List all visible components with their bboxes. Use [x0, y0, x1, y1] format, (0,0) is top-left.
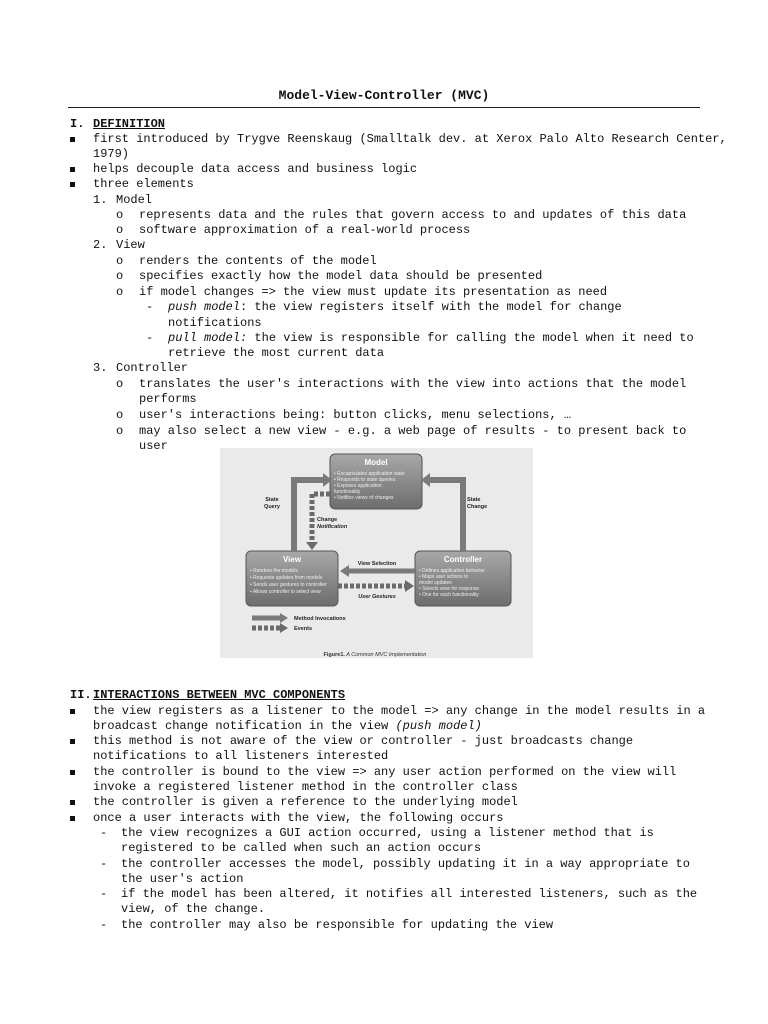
list-item-continuation	[93, 719, 482, 734]
section1-heading: DEFINITION	[93, 117, 166, 131]
circle-bullet-icon: o	[116, 424, 124, 438]
model-box-item: • Exposes application	[334, 483, 382, 489]
square-bullet-icon	[70, 739, 75, 744]
state-change-label: State	[467, 497, 481, 503]
dash-bullet-icon: -	[146, 331, 154, 345]
push-model-note: (push model)	[395, 719, 482, 733]
controller-number: 3.	[93, 361, 108, 375]
list-item: helps decouple data access and business logic	[93, 162, 418, 176]
list-item: user's interactions being: button clicks, menu selections, …	[139, 408, 572, 422]
list-item: software approximation of a real-world process	[139, 223, 471, 237]
model-number: 1.	[93, 193, 108, 207]
view-box-item: • Renders the models	[250, 568, 298, 574]
square-bullet-icon	[70, 182, 75, 187]
list-item: first introduced by Trygve Reenskaug (Smalltalk dev. at Xerox Palo Alto Research Center,	[93, 132, 727, 146]
legend-events	[252, 623, 312, 633]
view-box-item: • Requests updates from models	[250, 575, 323, 581]
controller-box-item: • One for each functionality	[419, 592, 479, 598]
state-change-arrow	[421, 473, 463, 551]
square-bullet-icon	[70, 816, 75, 821]
model-box-item: functionality	[334, 489, 361, 495]
square-bullet-icon	[70, 770, 75, 775]
list-item: the controller is bound to the view => any user action performed on the view will	[93, 765, 677, 779]
state-change-label: Change	[467, 504, 488, 510]
controller-box-item: model updates	[419, 580, 452, 586]
circle-bullet-icon: o	[116, 208, 124, 222]
controller-box	[415, 551, 511, 606]
model-box-title: Model	[364, 458, 388, 467]
mvc-diagram-figure	[220, 448, 533, 658]
change-notification-label: Notification	[317, 524, 348, 530]
figure-caption-number: Figure1.	[323, 652, 345, 658]
pull-model-text: the view is responsible for calling the model when it need to	[247, 331, 694, 345]
section2-heading: INTERACTIONS BETWEEN MVC COMPONENTS	[93, 688, 346, 702]
list-item-continuation: notifications to all listeners interested	[93, 749, 389, 763]
model-box-item: • Responds to state queries	[334, 477, 396, 483]
list-item: specifies exactly how the model data should be presented	[139, 269, 543, 283]
model-box-item: • Encapsulates application state	[334, 471, 405, 477]
circle-bullet-icon: o	[116, 223, 124, 237]
legend-method-invocations	[252, 613, 346, 623]
figure-caption	[324, 652, 427, 658]
view-box	[246, 551, 338, 606]
title-divider	[68, 107, 700, 108]
list-item: the controller is given a reference to the underlying model	[93, 795, 518, 809]
model-box-item: • Notifies views of changes	[334, 495, 394, 501]
state-query-label: Query	[264, 504, 280, 510]
controller-box-item: • Defines application behavior	[419, 568, 485, 574]
section1-number: I.	[70, 117, 85, 131]
dash-bullet-icon: -	[100, 918, 108, 932]
list-item: once a user interacts with the view, the following occurs	[93, 811, 504, 825]
legend-events-label: Events	[294, 626, 313, 632]
circle-bullet-icon: o	[116, 285, 124, 299]
square-bullet-icon	[70, 167, 75, 172]
user-gestures-arrow	[338, 580, 414, 592]
list-item-continuation: registered to be called when such an action occurs	[121, 841, 482, 855]
pull-model-term: pull model:	[168, 331, 248, 345]
circle-bullet-icon: o	[116, 254, 124, 268]
list-item: the view registers as a listener to the model => any change in the model results in a	[93, 704, 706, 718]
list-item: the controller accesses the model, possibly updating it in a way appropriate to	[121, 857, 690, 871]
circle-bullet-icon: o	[116, 377, 124, 391]
dash-bullet-icon: -	[100, 887, 108, 901]
dash-bullet-icon: -	[100, 857, 108, 871]
section2-number: II.	[70, 688, 92, 702]
list-item: if model changes => the view must update its presentation as need	[139, 285, 608, 299]
list-item: if the model has been altered, it notifies all interested listeners, such as the	[121, 887, 698, 901]
list-item-continuation: notifications	[168, 316, 262, 330]
list-item: renders the contents of the model	[139, 254, 377, 268]
list-item-continuation: view, of the change.	[121, 902, 266, 916]
list-item: the view recognizes a GUI action occurred, using a listener method that is	[121, 826, 654, 840]
circle-bullet-icon: o	[116, 269, 124, 283]
view-heading: View	[116, 238, 145, 252]
push-model-term: push model	[168, 300, 241, 314]
view-box-title: View	[282, 555, 302, 564]
list-item-continuation: the user's action	[121, 872, 244, 886]
circle-bullet-icon: o	[116, 408, 124, 422]
square-bullet-icon	[70, 137, 75, 142]
list-item: represents data and the rules that govern access to and updates of this data	[139, 208, 687, 222]
controller-box-title: Controller	[443, 555, 483, 564]
list-item-continuation: retrieve the most current data	[168, 346, 385, 360]
push-model-sentence: broadcast change notification in the view	[93, 719, 396, 733]
list-item	[168, 331, 694, 346]
page-title: Model-View-Controller (MVC)	[278, 88, 490, 103]
list-item-continuation: 1979)	[93, 147, 130, 161]
view-selection-label: View Selection	[357, 561, 397, 567]
controller-box-item: • Maps user actions to	[419, 574, 469, 580]
list-item: this method is not aware of the view or controller - just broadcasts change	[93, 734, 634, 748]
list-item: may also select a new view - e.g. a web page of results - to present back to	[139, 424, 687, 438]
list-item-continuation: invoke a registered listener method in the controller class	[93, 780, 518, 794]
list-item	[168, 300, 622, 315]
dash-bullet-icon: -	[146, 300, 154, 314]
figure-caption-text: A Common MVC Implementation	[344, 652, 427, 658]
model-heading: Model	[116, 193, 153, 207]
change-notification-label: Change	[317, 517, 338, 523]
controller-box-item: • Selects view for response	[419, 586, 480, 592]
user-gestures-label: User Gestures	[358, 594, 396, 600]
square-bullet-icon	[70, 800, 75, 805]
list-item: three elements	[93, 177, 194, 191]
square-bullet-icon	[70, 709, 75, 714]
push-model-text: : the view registers itself with the model for change	[240, 300, 622, 314]
legend-method-label: Method Invocations	[294, 616, 346, 622]
state-query-label: State	[265, 497, 279, 503]
list-item-continuation: user	[139, 439, 168, 453]
list-item-continuation: performs	[139, 392, 197, 406]
view-box-item: • Sends user gestures to controller	[250, 582, 327, 588]
list-item: translates the user's interactions with the view into actions that the model	[139, 377, 687, 391]
controller-heading: Controller	[116, 361, 189, 375]
dash-bullet-icon: -	[100, 826, 108, 840]
view-box-item: • Allows controller to select view	[250, 589, 321, 595]
list-item: the controller may also be responsible for updating the view	[121, 918, 554, 932]
model-box	[330, 454, 422, 509]
view-number: 2.	[93, 238, 108, 252]
